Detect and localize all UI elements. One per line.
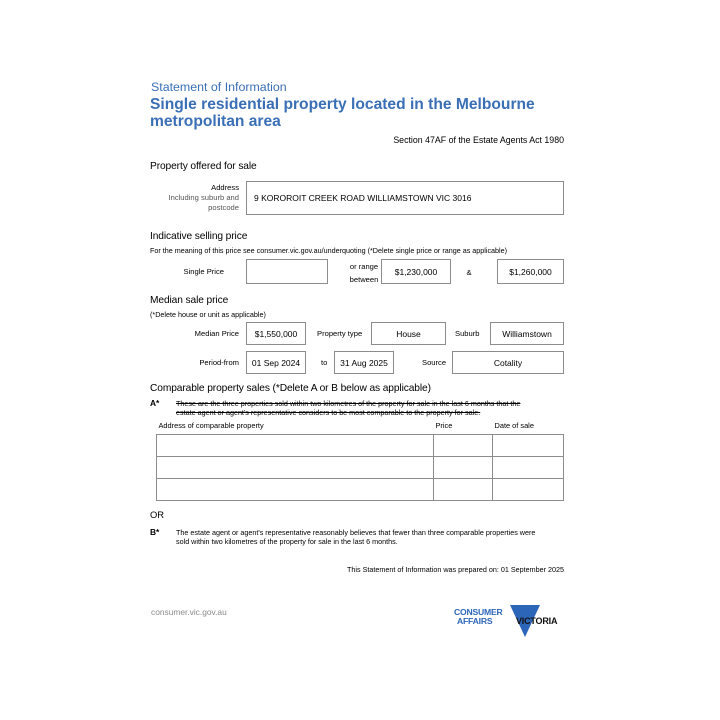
option-b-marker: B* bbox=[150, 527, 160, 537]
single-price-label: Single Price bbox=[183, 267, 224, 276]
property-type-field[interactable]: House bbox=[371, 322, 446, 345]
range-label-line2: between bbox=[349, 275, 379, 284]
page-title-line2: metropolitan area bbox=[150, 113, 281, 130]
act-reference: Section 47AF of the Estate Agents Act 1980 bbox=[393, 135, 564, 145]
or-label: OR bbox=[150, 509, 165, 520]
property-offered-heading: Property offered for sale bbox=[150, 161, 257, 172]
address-label-main: Address bbox=[211, 183, 239, 192]
period-from-field[interactable]: 01 Sep 2024 bbox=[246, 351, 306, 374]
table-row bbox=[157, 435, 564, 457]
option-b-text-line2: sold within two kilometres of the property for sale in the last 6 months. bbox=[176, 537, 398, 546]
property-type-label: Property type bbox=[317, 329, 363, 338]
range-low-field[interactable]: $1,230,000 bbox=[381, 259, 451, 284]
table-row bbox=[157, 479, 564, 501]
range-ampersand: & bbox=[466, 268, 472, 277]
col-price-header: Price bbox=[435, 421, 453, 430]
page-title bbox=[150, 96, 570, 130]
col-address-header: Address of comparable property bbox=[158, 421, 264, 430]
row1-price-cell[interactable] bbox=[434, 435, 493, 457]
logo-text-affairs: AFFAIRS bbox=[457, 616, 493, 626]
consumer-affairs-victoria-logo bbox=[454, 604, 566, 640]
option-a-marker: A* bbox=[150, 398, 160, 408]
suburb-field[interactable]: Williamstown bbox=[490, 322, 564, 345]
period-from-label: Period-from bbox=[199, 358, 239, 367]
indicative-price-note: For the meaning of this price see consumer.vic.gov.au/underquoting (*Delete single price or range as applicable) bbox=[150, 246, 508, 255]
option-b-text-line1: The estate agent or agent's representative reasonably believes that fewer than three comparable properties were bbox=[176, 528, 536, 537]
source-label: Source bbox=[422, 358, 447, 367]
range-label-line1: or range bbox=[349, 262, 379, 271]
row3-price-cell[interactable] bbox=[434, 479, 493, 501]
median-price-field[interactable]: $1,550,000 bbox=[246, 322, 306, 345]
address-field[interactable]: 9 KOROROIT CREEK ROAD WILLIAMSTOWN VIC 3016 bbox=[246, 181, 564, 215]
row1-address-cell[interactable] bbox=[157, 435, 434, 457]
row1-date-cell[interactable] bbox=[493, 435, 564, 457]
address-label-sub2: postcode bbox=[208, 203, 239, 212]
address-label bbox=[150, 183, 239, 213]
row3-date-cell[interactable] bbox=[493, 479, 564, 501]
row3-address-cell[interactable] bbox=[157, 479, 434, 501]
single-price-field[interactable] bbox=[246, 259, 328, 284]
comparable-sales-table bbox=[156, 421, 564, 501]
source-field[interactable]: Cotality bbox=[452, 351, 564, 374]
prepared-date-note: This Statement of Information was prepared on: 01 September 2025 bbox=[347, 565, 564, 574]
median-heading: Median sale price bbox=[150, 295, 229, 306]
footer-website-link[interactable]: consumer.vic.gov.au bbox=[151, 607, 227, 617]
median-price-label: Median Price bbox=[194, 329, 239, 338]
indicative-price-heading: Indicative selling price bbox=[150, 231, 248, 242]
table-header-row bbox=[157, 421, 564, 435]
col-date-header: Date of sale bbox=[494, 421, 534, 430]
row2-date-cell[interactable] bbox=[493, 457, 564, 479]
row2-price-cell[interactable] bbox=[434, 457, 493, 479]
address-label-sub1: Including suburb and bbox=[168, 193, 239, 202]
period-to-label: to bbox=[321, 358, 328, 367]
row2-address-cell[interactable] bbox=[157, 457, 434, 479]
page-title-line1: Single residential property located in the Melbourne bbox=[150, 96, 535, 113]
suburb-label: Suburb bbox=[455, 329, 480, 338]
option-a-text bbox=[176, 399, 566, 417]
range-high-field[interactable]: $1,260,000 bbox=[497, 259, 564, 284]
median-note: (*Delete house or unit as applicable) bbox=[150, 310, 266, 319]
comparable-heading: Comparable property sales (*Delete A or B below as applicable) bbox=[150, 383, 431, 394]
option-a-text-line2: estate agent or agent's representative considers to be most comparable to the property for sale. bbox=[176, 408, 481, 417]
period-to-field[interactable]: 31 Aug 2025 bbox=[334, 351, 394, 374]
option-b-text bbox=[176, 528, 568, 546]
logo-text-consumer: CONSUMER bbox=[454, 607, 503, 617]
table-row bbox=[157, 457, 564, 479]
logo-text-victoria: VICTORIA bbox=[516, 616, 558, 626]
doc-type-heading: Statement of Information bbox=[151, 80, 287, 94]
option-a-text-line1: These are the three properties sold within two kilometres of the property for sale in the last 6 months that the bbox=[176, 399, 521, 408]
